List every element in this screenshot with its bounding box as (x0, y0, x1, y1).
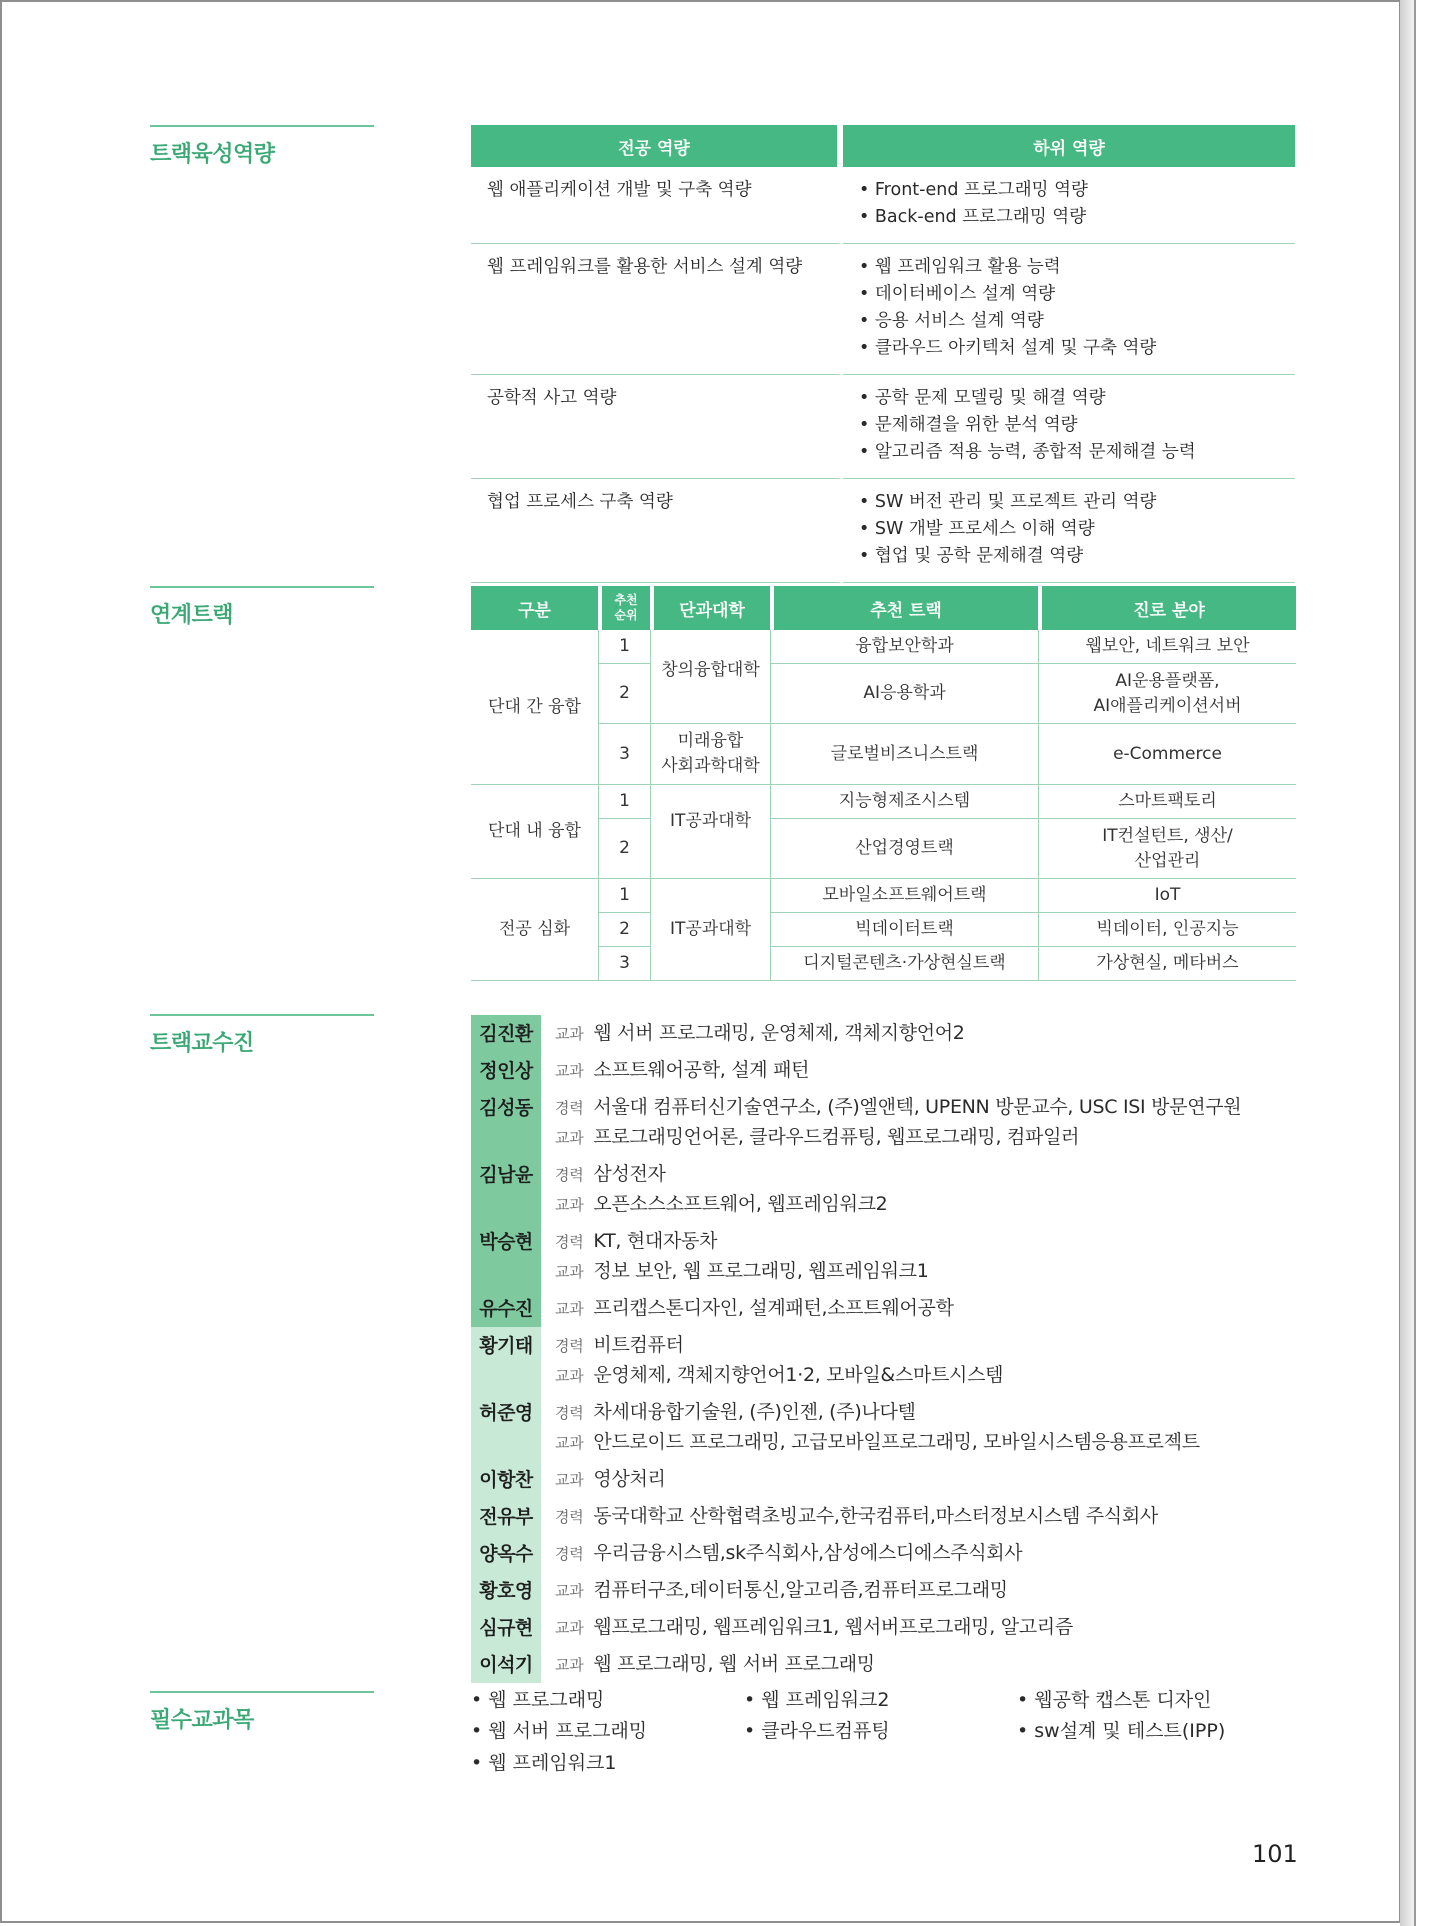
faculty-info (541, 1156, 887, 1223)
track-cell: 빅데이터트랙 (770, 913, 1038, 947)
faculty-detail-text: 우리금융시스템,sk주식회사,삼성에스디에스주식회사 (593, 1542, 1023, 1564)
major-competency: 협업 프로세스 구축 역량 (471, 479, 843, 583)
major-competency: 웹 애플리케이션 개발 및 구축 역량 (471, 167, 843, 244)
faculty-detail-text: 웹 프로그래밍, 웹 서버 프로그래밍 (593, 1653, 875, 1675)
faculty-info (541, 1498, 1158, 1535)
section-title-required-courses: 필수교과목 (150, 1691, 374, 1734)
faculty-detail-text: 소프트웨어공학, 설계 패턴 (593, 1059, 810, 1081)
rank-cell: 1 (598, 785, 650, 819)
sub-competency: • Front-end 프로그래밍 역량 (859, 177, 1295, 204)
faculty-name: 유수진 (471, 1290, 541, 1327)
faculty-row (471, 1461, 1301, 1498)
faculty-detail-line (555, 1190, 887, 1220)
faculty-row (471, 1572, 1301, 1609)
faculty-detail-text: 서울대 컴퓨터신기술연구소, (주)엘앤텍, UPENN 방문교수, USC ISI 방문연구원 (593, 1096, 1242, 1118)
faculty-row (471, 1290, 1301, 1327)
faculty-detail-line (555, 1502, 1158, 1532)
faculty-name: 전유부 (471, 1498, 541, 1535)
faculty-detail-text: 안드로이드 프로그래밍, 고급모바일프로그래밍, 모바일시스템응용프로젝트 (593, 1431, 1200, 1453)
faculty-detail-text: 삼성전자 (593, 1163, 666, 1185)
sub-competency: • 응용 서비스 설계 역량 (859, 308, 1295, 335)
faculty-detail-text: 비트컴퓨터 (593, 1334, 684, 1356)
major-competency: 공학적 사고 역량 (471, 375, 843, 479)
table-row (471, 479, 1295, 583)
required-course: • 웹공학 캡스톤 디자인 (1017, 1685, 1212, 1712)
faculty-name: 황기태 (471, 1327, 541, 1394)
sub-competency: • 문제해결을 위한 분석 역량 (859, 412, 1295, 439)
faculty-detail-line (555, 1613, 1073, 1643)
faculty-detail-tag: 교과 (555, 1263, 584, 1281)
faculty-detail-text: 프리캡스톤디자인, 설계패턴,소프트웨어공학 (593, 1297, 954, 1319)
faculty-detail-tag: 경력 (555, 1166, 584, 1184)
faculty-name: 김남윤 (471, 1156, 541, 1223)
faculty-info (541, 1535, 1022, 1572)
faculty-info (541, 1223, 928, 1290)
sub-competency-list (843, 375, 1295, 479)
faculty-detail-line (555, 1576, 1008, 1606)
career-cell: 웹보안, 네트워크 보안 (1038, 630, 1296, 664)
sub-competency: • 클라우드 아키텍처 설계 및 구축 역량 (859, 335, 1295, 362)
required-course: • 웹 프레임워크2 (744, 1685, 890, 1712)
col-header-category: 구분 (471, 586, 598, 630)
faculty-row (471, 1394, 1301, 1461)
competency-table (471, 125, 1295, 583)
faculty-row (471, 1015, 1301, 1052)
faculty-detail-text: 정보 보안, 웹 프로그래밍, 웹프레임워크1 (593, 1260, 929, 1282)
faculty-detail-tag: 교과 (555, 1367, 584, 1385)
required-course: • 클라우드컴퓨팅 (744, 1716, 890, 1743)
faculty-detail-text: 프로그래밍언어론, 클라우드컴퓨팅, 웹프로그래밍, 컴파일러 (593, 1126, 1080, 1148)
faculty-detail-text: 웹 서버 프로그래밍, 운영체제, 객체지향언어2 (593, 1022, 965, 1044)
career-cell: AI운용플랫폼, AI애플리케이션서버 (1038, 664, 1296, 724)
faculty-detail-tag: 경력 (555, 1508, 584, 1526)
section-title-faculty: 트랙교수진 (150, 1014, 374, 1057)
career-cell: e-Commerce (1038, 724, 1296, 785)
rank-cell: 1 (598, 630, 650, 664)
faculty-row (471, 1535, 1301, 1572)
sub-competency: • 공학 문제 모델링 및 해결 역량 (859, 385, 1295, 412)
sub-competency-list (843, 244, 1295, 375)
faculty-name: 양옥수 (471, 1535, 541, 1572)
sub-competency: • SW 개발 프로세스 이해 역량 (859, 516, 1295, 543)
faculty-info (541, 1572, 1008, 1609)
faculty-row (471, 1609, 1301, 1646)
faculty-detail-text: 영상처리 (593, 1468, 666, 1490)
faculty-name: 이항찬 (471, 1461, 541, 1498)
faculty-info (541, 1015, 965, 1052)
col-header-career: 진로 분야 (1038, 586, 1296, 630)
faculty-detail-line (555, 1056, 809, 1086)
faculty-info (541, 1290, 954, 1327)
career-cell: IT컨설턴트, 생산/ 산업관리 (1038, 819, 1296, 879)
rank-cell: 2 (598, 664, 650, 724)
college-cell: IT공과대학 (650, 879, 770, 981)
career-cell: 가상현실, 메타버스 (1038, 947, 1296, 981)
faculty-detail-line (555, 1465, 666, 1495)
col-header-major: 전공 역량 (471, 125, 843, 167)
faculty-detail-tag: 교과 (555, 1062, 584, 1080)
faculty-name: 김성동 (471, 1089, 541, 1156)
faculty-detail-line (555, 1123, 1241, 1153)
college-cell: IT공과대학 (650, 785, 770, 879)
required-course: • 웹 서버 프로그래밍 (471, 1716, 647, 1743)
faculty-name: 이석기 (471, 1646, 541, 1683)
col-header-sub: 하위 역량 (843, 125, 1295, 167)
faculty-detail-line (555, 1650, 875, 1680)
faculty-info (541, 1327, 1003, 1394)
sub-competency: • SW 버전 관리 및 프로젝트 관리 역량 (859, 489, 1295, 516)
faculty-detail-tag: 교과 (555, 1300, 584, 1318)
track-cell: 산업경영트랙 (770, 819, 1038, 879)
faculty-info (541, 1609, 1073, 1646)
faculty-row (471, 1156, 1301, 1223)
faculty-detail-text: 동국대학교 산학협력초빙교수,한국컴퓨터,마스터정보시스템 주식회사 (593, 1505, 1158, 1527)
career-cell: IoT (1038, 879, 1296, 913)
table-row (471, 375, 1295, 479)
faculty-name: 김진환 (471, 1015, 541, 1052)
sub-competency: • 협업 및 공학 문제해결 역량 (859, 543, 1295, 570)
faculty-detail-line (555, 1428, 1200, 1458)
rank-cell: 3 (598, 947, 650, 981)
faculty-detail-line (555, 1019, 965, 1049)
section-title-linked-track: 연계트랙 (150, 586, 374, 629)
faculty-detail-tag: 교과 (555, 1196, 584, 1214)
track-cell: 디지털콘텐츠·가상현실트랙 (770, 947, 1038, 981)
faculty-detail-tag: 경력 (555, 1545, 584, 1563)
page-number: 101 (1252, 1840, 1298, 1868)
career-cell: 빅데이터, 인공지능 (1038, 913, 1296, 947)
faculty-detail-line (555, 1539, 1022, 1569)
faculty-detail-tag: 교과 (555, 1619, 584, 1637)
college-cell: 미래융합 사회과학대학 (650, 724, 770, 785)
faculty-detail-tag: 교과 (555, 1129, 584, 1147)
faculty-row (471, 1646, 1301, 1683)
faculty-detail-line (555, 1294, 954, 1324)
faculty-detail-tag: 교과 (555, 1656, 584, 1674)
faculty-detail-tag: 교과 (555, 1582, 584, 1600)
faculty-detail-line (555, 1093, 1241, 1123)
faculty-detail-tag: 경력 (555, 1404, 584, 1422)
faculty-row (471, 1498, 1301, 1535)
faculty-info (541, 1052, 809, 1089)
faculty-detail-text: 차세대융합기술원, (주)인젠, (주)나다텔 (593, 1401, 916, 1423)
col-header-track: 추천 트랙 (770, 586, 1038, 630)
group-cell: 단대 내 융합 (471, 785, 598, 879)
required-course: • 웹 프레임워크1 (471, 1748, 617, 1775)
faculty-detail-tag: 교과 (555, 1025, 584, 1043)
sub-competency: • 웹 프레임워크 활용 능력 (859, 254, 1295, 281)
faculty-name: 허준영 (471, 1394, 541, 1461)
faculty-detail-tag: 교과 (555, 1471, 584, 1489)
sub-competency: • 데이터베이스 설계 역량 (859, 281, 1295, 308)
major-competency: 웹 프레임워크를 활용한 서비스 설계 역량 (471, 244, 843, 375)
required-course: • 웹 프로그래밍 (471, 1685, 604, 1712)
faculty-info (541, 1089, 1241, 1156)
required-course: • sw설계 및 테스트(IPP) (1017, 1716, 1225, 1743)
col-header-college: 단과대학 (650, 586, 770, 630)
table-row (471, 244, 1295, 375)
faculty-detail-line (555, 1227, 928, 1257)
rank-cell: 1 (598, 879, 650, 913)
faculty-detail-text: 오픈소스소프트웨어, 웹프레임워크2 (593, 1193, 888, 1215)
faculty-detail-line (555, 1257, 928, 1287)
section-title-competency: 트랙육성역량 (150, 125, 374, 168)
faculty-name: 황호영 (471, 1572, 541, 1609)
faculty-detail-tag: 교과 (555, 1434, 584, 1452)
faculty-detail-line (555, 1361, 1003, 1391)
college-cell: 창의융합대학 (650, 630, 770, 724)
faculty-detail-tag: 경력 (555, 1099, 584, 1117)
track-cell: 지능형제조시스템 (770, 785, 1038, 819)
faculty-detail-text: 웹프로그래밍, 웹프레임워크1, 웹서버프로그래밍, 알고리즘 (593, 1616, 1073, 1638)
faculty-detail-text: KT, 현대자동차 (593, 1230, 718, 1252)
faculty-list (471, 1015, 1301, 1683)
track-cell: AI응용학과 (770, 664, 1038, 724)
faculty-row (471, 1223, 1301, 1290)
sub-competency-list (843, 167, 1295, 244)
faculty-info (541, 1461, 666, 1498)
faculty-detail-tag: 경력 (555, 1233, 584, 1251)
rank-cell: 2 (598, 913, 650, 947)
faculty-detail-line (555, 1331, 1003, 1361)
faculty-detail-line (555, 1160, 887, 1190)
linked-track-table (471, 586, 1296, 981)
faculty-detail-tag: 경력 (555, 1337, 584, 1355)
rank-cell: 2 (598, 819, 650, 879)
faculty-name: 박승현 (471, 1223, 541, 1290)
sub-competency: • Back-end 프로그래밍 역량 (859, 204, 1295, 231)
group-cell: 단대 간 융합 (471, 630, 598, 785)
table-row (471, 879, 1296, 913)
faculty-row (471, 1089, 1301, 1156)
sub-competency: • 알고리즘 적용 능력, 종합적 문제해결 능력 (859, 439, 1295, 466)
page-edge-shadow (1400, 0, 1416, 1926)
faculty-info (541, 1394, 1200, 1461)
track-cell: 글로벌비즈니스트랙 (770, 724, 1038, 785)
group-cell: 전공 심화 (471, 879, 598, 981)
track-cell: 융합보안학과 (770, 630, 1038, 664)
faculty-info (541, 1646, 875, 1683)
sub-competency-list (843, 479, 1295, 583)
faculty-row (471, 1052, 1301, 1089)
faculty-detail-line (555, 1398, 1200, 1428)
faculty-name: 심규현 (471, 1609, 541, 1646)
rank-cell: 3 (598, 724, 650, 785)
track-cell: 모바일소프트웨어트랙 (770, 879, 1038, 913)
col-header-rank: 추천 순위 (598, 586, 650, 630)
faculty-detail-text: 운영체제, 객체지향언어1·2, 모바일&스마트시스템 (593, 1364, 1004, 1386)
table-row (471, 785, 1296, 819)
faculty-row (471, 1327, 1301, 1394)
faculty-name: 정인상 (471, 1052, 541, 1089)
faculty-detail-text: 컴퓨터구조,데이터통신,알고리즘,컴퓨터프로그래밍 (593, 1579, 1008, 1601)
career-cell: 스마트팩토리 (1038, 785, 1296, 819)
table-row (471, 167, 1295, 244)
table-row (471, 630, 1296, 664)
